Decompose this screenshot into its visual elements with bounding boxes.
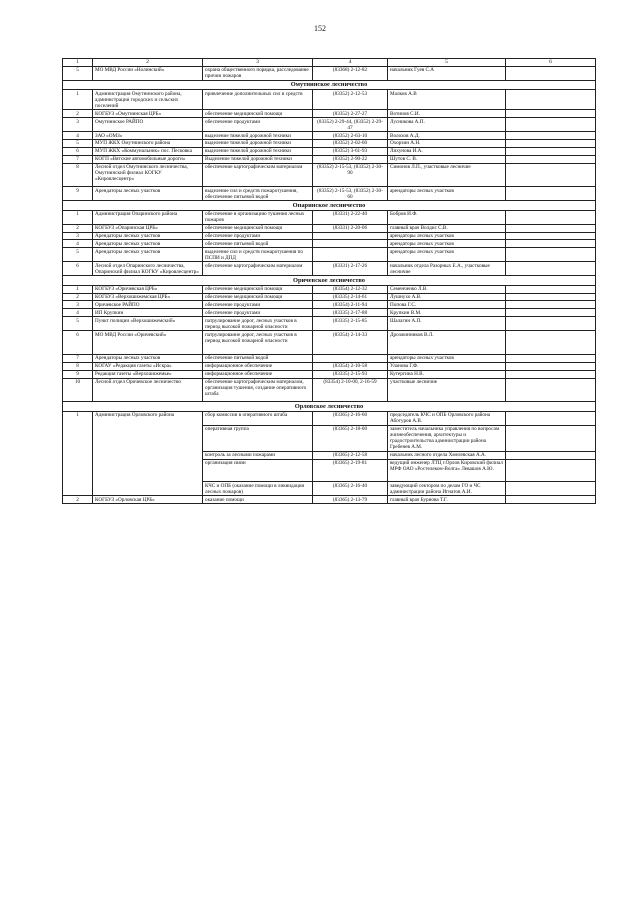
contact-person-cell: Уланова Г.Ф.	[388, 362, 506, 370]
row-number: 8	[63, 163, 93, 187]
row-number	[63, 459, 93, 482]
row-number: 1	[63, 210, 93, 224]
row-number: 6	[63, 147, 93, 155]
phone-cell: (83354) 2-12-32	[313, 285, 388, 293]
phone-cell: (83352) 2-02-60	[313, 140, 388, 148]
contact-person-cell: Кутергина Н.В.	[388, 370, 506, 378]
row-number: 4	[63, 309, 93, 317]
note-cell	[506, 155, 596, 163]
table-row	[63, 187, 596, 201]
note-cell	[506, 118, 596, 132]
contact-person-cell: арендаторы лесных участков	[388, 240, 506, 248]
note-cell	[506, 451, 596, 459]
phone-cell: (83365) 2-13-79	[313, 496, 388, 504]
phone-cell: (83335) 2-14-61	[313, 293, 388, 301]
section-header-row	[63, 276, 596, 285]
note-cell	[506, 248, 596, 262]
contact-person-cell: Волохов А.Д.	[388, 132, 506, 140]
phone-cell: (83335) 2-15-93	[313, 370, 388, 378]
task-cell: контроль за лесными пожарами	[203, 451, 313, 459]
row-number: 5	[63, 317, 93, 331]
contact-person-cell: арендаторы лесных участков	[388, 248, 506, 262]
contact-person-cell: Лихунова И.А.	[388, 147, 506, 155]
phone-cell: (83352) 2-90-22	[313, 155, 388, 163]
table-row	[63, 459, 596, 482]
note-cell	[506, 362, 596, 370]
task-cell: охрана общественного порядка, расследование причин пожаров	[203, 66, 313, 80]
note-cell	[506, 224, 596, 232]
phone-cell: (83335) 2-17-88	[313, 309, 388, 317]
phone-cell: (83365) 2-18-00	[313, 425, 388, 451]
organization-cell: МУП ЖКХ Омутнинского района	[93, 140, 203, 148]
organization-cell: Редакция газеты «Верхошижемье»	[93, 370, 203, 378]
organization-cell: Лесной отдел Опаринского лесничества, Опаринский филиал КОГКУ «Кировлесцентр»	[93, 262, 203, 276]
section-header-row	[63, 80, 596, 89]
organization-cell: КОГАУ «Редакция газеты «Искра»	[93, 362, 203, 370]
row-number: 3	[63, 301, 93, 309]
contact-person-cell: участковые лесничие	[388, 378, 506, 402]
organization-cell: Лесной отдел Оричевское лесничество	[93, 378, 203, 402]
note-cell	[506, 496, 596, 504]
contact-person-cell: Семенченко Л.В.	[388, 285, 506, 293]
contact-person-cell: начальник Гуев С.А	[388, 66, 506, 80]
table-row	[63, 147, 596, 155]
column-header: 6	[506, 59, 596, 67]
row-number: 5	[63, 66, 93, 80]
phone-cell: (83368) 2-12-82	[313, 66, 388, 80]
section-title: Омутнинское лесничество	[63, 80, 596, 89]
note-cell	[506, 240, 596, 248]
phone-cell: (83354) 2-11-94	[313, 301, 388, 309]
row-number: 1	[63, 411, 93, 425]
section-header-row	[63, 402, 596, 411]
table-row	[63, 262, 596, 276]
table-row	[63, 210, 596, 224]
contact-person-cell: Шутов С. В.	[388, 155, 506, 163]
table-row	[63, 232, 596, 240]
organization-cell: Администрация Орловского района	[93, 411, 203, 425]
table-row	[63, 331, 596, 355]
task-cell: обеспечение картографическим материалом, организация тушения, создание оперативного штаба	[203, 378, 313, 402]
task-cell: выделение тяжелой дорожной техники	[203, 132, 313, 140]
note-cell	[506, 425, 596, 451]
organization-cell: Администрация Омутнинского района, администрации городских и сельских поселений	[93, 90, 203, 110]
header-row	[63, 59, 596, 67]
organization-cell: КОГБУЗ «Омутнинская ЦРБ»	[93, 110, 203, 118]
organization-cell: Арендаторы лесных участков	[93, 240, 203, 248]
phone-cell: (83352) 2-12-53	[313, 90, 388, 110]
section-title: Оричевское лесничество	[63, 276, 596, 285]
phone-cell: (83352) 2-29-44, (83352) 2-29-47	[313, 118, 388, 132]
contact-person-cell: главный врач Волдис С.В.	[388, 224, 506, 232]
task-cell: патрулирование дорог, лесных участков в период высокой пожарной опасности	[203, 317, 313, 331]
contact-person-cell: заведующий сектором по делам ГО и ЧС администрации района Игнатов А.И.	[388, 482, 506, 496]
contact-person-cell: Шалагин А.П.	[388, 317, 506, 331]
contact-person-cell: заместитель начальника управления по вопросам жизнеобеспечения, архитектуры и градостроительства администрации района Гребенев А.М.	[388, 425, 506, 451]
task-cell: информационное обеспечение	[203, 362, 313, 370]
table-row	[63, 378, 596, 402]
column-header: 1	[63, 59, 93, 67]
note-cell	[506, 293, 596, 301]
contact-person-cell: Дрозжинников В.Л.	[388, 331, 506, 355]
row-number: 3	[63, 232, 93, 240]
phone-cell: (83352) 2-15-53, (83352) 2-30-90	[313, 163, 388, 187]
table-row	[63, 370, 596, 378]
contact-person-cell: арендаторы лесных участков	[388, 354, 506, 362]
row-number: 4	[63, 240, 93, 248]
table-row	[63, 110, 596, 118]
phone-cell	[313, 232, 388, 240]
note-cell	[506, 132, 596, 140]
note-cell	[506, 187, 596, 201]
phone-cell	[313, 240, 388, 248]
row-number: 9	[63, 187, 93, 201]
table-row	[63, 140, 596, 148]
table-row	[63, 362, 596, 370]
row-number: 8	[63, 362, 93, 370]
organization-cell: Арендаторы лесных участков	[93, 354, 203, 362]
phone-cell: (83354) 2-10-00, 2-16-59	[313, 378, 388, 402]
note-cell	[506, 262, 596, 276]
task-cell: обеспечение картографическим материалом	[203, 163, 313, 187]
row-number	[63, 482, 93, 496]
contacts-table	[62, 58, 596, 504]
contact-person-cell: председатель КЧС и ОПБ Орловского района Аботуров А.В.	[388, 411, 506, 425]
organization-cell	[93, 482, 203, 496]
contact-person-cell: Лусникова А.П.	[388, 118, 506, 132]
task-cell: обеспечение медицинской помощи	[203, 293, 313, 301]
phone-cell: (83352) 3-61-93	[313, 147, 388, 155]
organization-cell: ИП Крупкин	[93, 309, 203, 317]
note-cell	[506, 110, 596, 118]
organization-cell	[93, 459, 203, 482]
phone-cell: (83352) 2-63-10	[313, 132, 388, 140]
organization-cell: Лесной отдел Омутнинского лесничества, Омутнинский филиал КОГКУ «Кировлесцентр»	[93, 163, 203, 187]
task-cell: обеспечение медицинской помощи	[203, 110, 313, 118]
task-cell: оперативная группа	[203, 425, 313, 451]
task-cell: обеспечение медицинской помощи	[203, 285, 313, 293]
organization-cell: КОГП «Вятские автомобильные дороги»	[93, 155, 203, 163]
organization-cell: Омутнинское РАЙПО	[93, 118, 203, 132]
table-row	[63, 155, 596, 163]
table-row	[63, 309, 596, 317]
row-number: 2	[63, 293, 93, 301]
phone-cell: (83365) 2-12-58	[313, 451, 388, 459]
organization-cell: МУП ЖКХ «Коммунальник» пос. Песковка	[93, 147, 203, 155]
phone-cell: (83354) 2-14-33	[313, 331, 388, 355]
contact-person-cell: Симонов Л.П., участковые лесничие	[388, 163, 506, 187]
column-header: 2	[93, 59, 203, 67]
task-cell: организация связи	[203, 459, 313, 482]
table-row	[63, 248, 596, 262]
row-number: 2	[63, 224, 93, 232]
table-row	[63, 285, 596, 293]
row-number: 7	[63, 354, 93, 362]
note-cell	[506, 210, 596, 224]
note-cell	[506, 301, 596, 309]
task-cell: обеспечение продуктами	[203, 232, 313, 240]
task-cell: обеспечение продуктами	[203, 301, 313, 309]
phone-cell: (83331) 2-22-40	[313, 210, 388, 224]
table-row	[63, 496, 596, 504]
row-number: 3	[63, 118, 93, 132]
organization-cell	[93, 425, 203, 451]
contact-person-cell: ведущий инженер ЛТЦ г.Орлов Кировский филиал МРФ ОАО «Ростелеком-Волга» Левашов А.Ю.	[388, 459, 506, 482]
table-row	[63, 293, 596, 301]
task-cell: патрулирование дорог, лесных участков в период высокой пожарной опасности	[203, 331, 313, 355]
note-cell	[506, 147, 596, 155]
note-cell	[506, 140, 596, 148]
row-number	[63, 451, 93, 459]
row-number: 1	[63, 90, 93, 110]
organization-cell: Арендаторы лесных участков	[93, 187, 203, 201]
note-cell	[506, 90, 596, 110]
phone-cell: (83365) 2-16-60	[313, 411, 388, 425]
note-cell	[506, 66, 596, 80]
phone-cell: (83335) 2-15-85	[313, 317, 388, 331]
row-number: 7	[63, 155, 93, 163]
task-cell: КЧС и ОПБ (оказание помощи в ликвидации лесных пожаров)	[203, 482, 313, 496]
contact-person-cell: Попова Г.С.	[388, 301, 506, 309]
column-header: 5	[388, 59, 506, 67]
row-number: 2	[63, 110, 93, 118]
table-row	[63, 240, 596, 248]
contact-person-cell: арендаторы лесных участков	[388, 187, 506, 201]
table-row	[63, 224, 596, 232]
task-cell: Выделение тяжелой дорожной техники	[203, 155, 313, 163]
table-row	[63, 90, 596, 110]
contact-person-cell: Охорзин А.Н.	[388, 140, 506, 148]
note-cell	[506, 317, 596, 331]
task-cell: привлечение дополнительных сил и средств	[203, 90, 313, 110]
organization-cell: Арендаторы лесных участков	[93, 248, 203, 262]
organization-cell: Пункт полиции «Верхошижемский»	[93, 317, 203, 331]
row-number: 2	[63, 496, 93, 504]
task-cell: обеспечение питьевой водой	[203, 240, 313, 248]
task-cell: выделение тяжелой дорожной техники	[203, 140, 313, 148]
phone-cell: (83331) 2-17-26	[313, 262, 388, 276]
task-cell: оказание помощи	[203, 496, 313, 504]
phone-cell: (83365) 2-19-81	[313, 459, 388, 482]
section-title: Опаринское лесничество	[63, 201, 596, 210]
table-row	[63, 163, 596, 187]
table-body	[63, 59, 596, 504]
phone-cell	[313, 248, 388, 262]
phone-cell: (83352) 2-15-53, (83352) 2-30-60	[313, 187, 388, 201]
phone-cell: (83331) 2-20-06	[313, 224, 388, 232]
contact-person-cell: начальник лесного отдела Хмелевская А.А.	[388, 451, 506, 459]
note-cell	[506, 309, 596, 317]
column-header: 4	[313, 59, 388, 67]
task-cell: информационное обеспечение	[203, 370, 313, 378]
note-cell	[506, 232, 596, 240]
column-header: 3	[203, 59, 313, 67]
row-number	[63, 425, 93, 451]
organization-cell: КОГБУЗ «Орловская ЦРБ»	[93, 496, 203, 504]
row-number: 5	[63, 248, 93, 262]
organization-cell: МО МВД России «Нолинский»	[93, 66, 203, 80]
task-cell: обеспечение продуктами	[203, 118, 313, 132]
contact-person-cell: Вотинов С.И.	[388, 110, 506, 118]
organization-cell: Арендаторы лесных участков	[93, 232, 203, 240]
organization-cell: Администрация Опаринского района	[93, 210, 203, 224]
contact-person-cell: Крупкин В.М.	[388, 309, 506, 317]
task-cell: обеспечение в организацию тушения лесных пожаров	[203, 210, 313, 224]
table-row	[63, 301, 596, 309]
note-cell	[506, 459, 596, 482]
table-row	[63, 66, 596, 80]
note-cell	[506, 482, 596, 496]
row-number: 5	[63, 140, 93, 148]
organization-cell	[93, 451, 203, 459]
note-cell	[506, 354, 596, 362]
row-number: 1	[63, 285, 93, 293]
phone-cell: (83354) 2-10-58	[313, 362, 388, 370]
organization-cell: Оричевское РАЙПО	[93, 301, 203, 309]
organization-cell: ЗАО «ОМЗ»	[93, 132, 203, 140]
task-cell: обеспечение медицинской помощи	[203, 224, 313, 232]
note-cell	[506, 163, 596, 187]
contact-person-cell: Бобров И.Ф.	[388, 210, 506, 224]
section-header-row	[63, 201, 596, 210]
table-row	[63, 451, 596, 459]
section-title: Орловское лесничество	[63, 402, 596, 411]
organization-cell: КОГБУЗ «Верхошижемская ЦРБ»	[93, 293, 203, 301]
row-number: 4	[63, 132, 93, 140]
task-cell: выделение сил и средств пожаротушения по ПСПИ и ДПД	[203, 248, 313, 262]
task-cell: обеспечение продуктами	[203, 309, 313, 317]
row-number: 6	[63, 262, 93, 276]
organization-cell: КОГБУЗ «Опаринская ЦРБ»	[93, 224, 203, 232]
note-cell	[506, 285, 596, 293]
table-row	[63, 411, 596, 425]
task-cell: выделение тяжелой дорожной техники	[203, 147, 313, 155]
task-cell: обеспечение картографическим материалом	[203, 262, 313, 276]
task-cell: сбор комиссии в оперативного штаба	[203, 411, 313, 425]
organization-cell: МО МВД России «Оричевский»	[93, 331, 203, 355]
note-cell	[506, 331, 596, 355]
contact-person-cell: начальник отдела Разорных Е.А., участковые лесничие	[388, 262, 506, 276]
table-row	[63, 132, 596, 140]
note-cell	[506, 411, 596, 425]
table-row	[63, 118, 596, 132]
task-cell: выделение сил и средств пожаротушения, обеспечение питьевой водой	[203, 187, 313, 201]
row-number: 10	[63, 378, 93, 402]
phone-cell: (83365) 2-16-40	[313, 482, 388, 496]
organization-cell: КОГБУЗ «Оричевская ЦРБ»	[93, 285, 203, 293]
task-cell: обеспечение питьевой водой	[203, 354, 313, 362]
row-number: 9	[63, 370, 93, 378]
contact-person-cell: главный врач Бурнова Т.Г.	[388, 496, 506, 504]
note-cell	[506, 370, 596, 378]
contact-person-cell: арендаторы лесных участков	[388, 232, 506, 240]
table-row	[63, 425, 596, 451]
contact-person-cell: Малков А.В	[388, 90, 506, 110]
table-row	[63, 482, 596, 496]
contact-person-cell: Лушнухо А.В.	[388, 293, 506, 301]
phone-cell	[313, 354, 388, 362]
table-row	[63, 317, 596, 331]
table-row	[63, 354, 596, 362]
phone-cell: (83352) 2-27-27	[313, 110, 388, 118]
page-number: 152	[314, 24, 326, 33]
row-number: 6	[63, 331, 93, 355]
note-cell	[506, 378, 596, 402]
